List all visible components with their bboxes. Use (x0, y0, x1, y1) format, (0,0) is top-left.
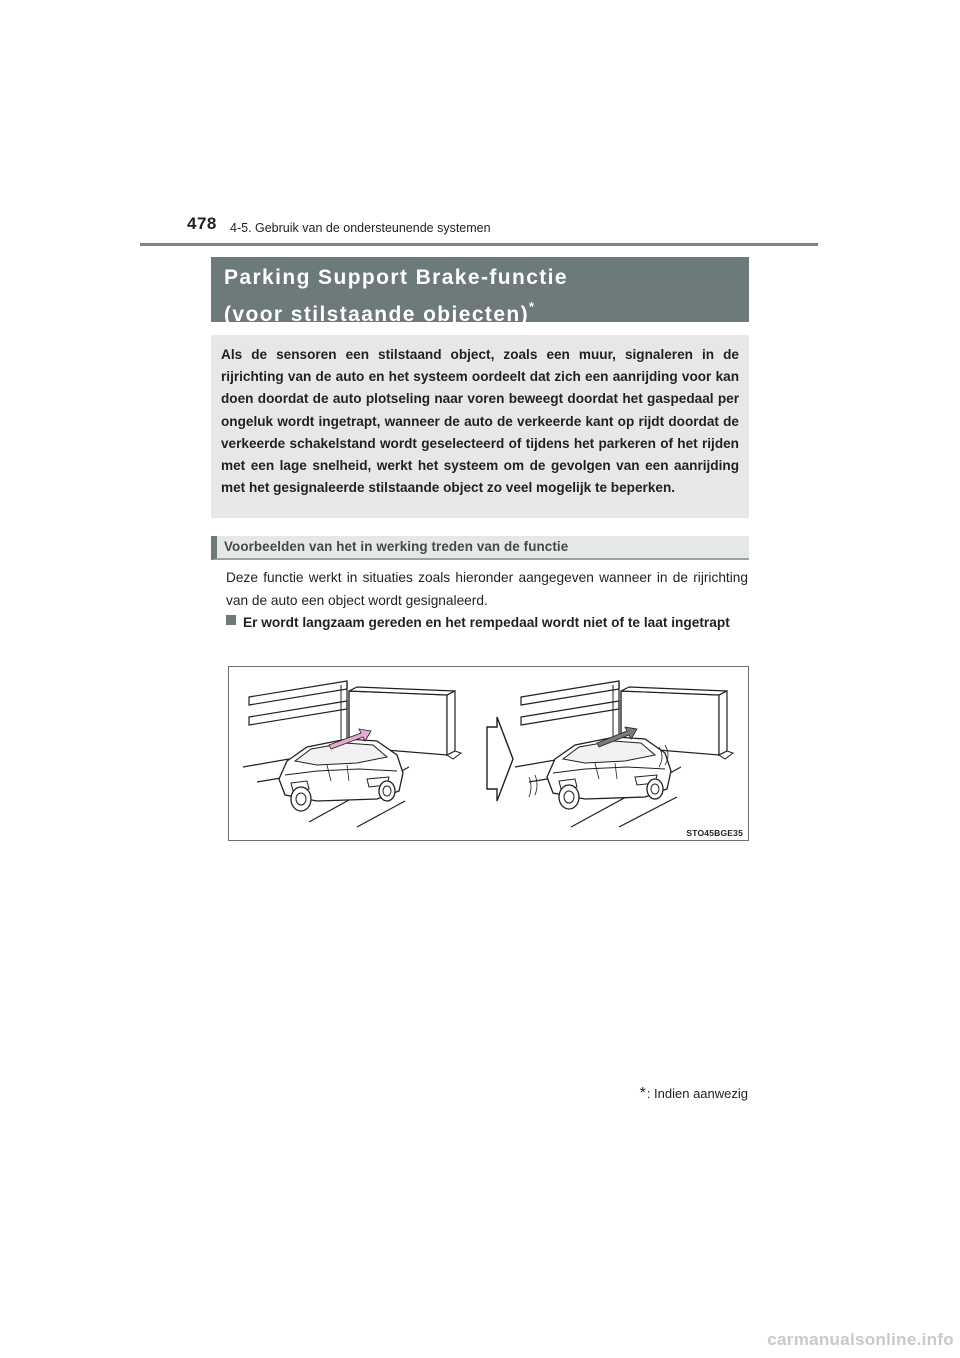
intro-box (211, 335, 749, 518)
title-line-1: Parking Support Brake-functie (224, 266, 568, 289)
bullet-text: Er wordt langzaam gereden en het rempedaal wordt niet of te laat ingetrapt (243, 615, 730, 630)
section-path: 4-5. Gebruik van de ondersteunende systemen (230, 221, 491, 235)
figure-code: STO45BGE35 (686, 828, 743, 838)
arrow-right-icon (487, 717, 513, 801)
footnote-asterisk-icon: * (639, 1085, 646, 1102)
subheading: Voorbeelden van het in werking treden van de functie (211, 536, 749, 560)
page-number: 478 (187, 214, 217, 233)
watermark: carmanualsonline.info (767, 1330, 954, 1349)
title-line-2 (224, 292, 749, 329)
title-footnote-marker: * (529, 299, 535, 314)
section-title-banner (211, 257, 749, 326)
body-paragraph: Deze functie werkt in situaties zoals hieronder aangegeven wanneer in de rijrichting van de auto een object wordt gesignaleerd. (226, 570, 748, 608)
title-line-2-text: (voor stilstaande objecten) (224, 303, 530, 326)
square-bullet-icon (226, 615, 236, 625)
header-divider (140, 243, 818, 246)
footnote-text: : Indien aanwezig (646, 1086, 748, 1101)
intro-text: Als de sensoren een stilstaand object, zoals een muur, signaleren in de rijrichting van de auto en het systeem oordeelt dat zich een aanrijding voor kan doen doordat de auto plotseling naar voren beweegt doordat het gaspedaal per ongeluk wordt ingetrapt, wanneer de auto de verkeerde kant op rijdt doordat de verkeerde schakelstand wordt geselecteerd of tijdens het parkeren of het rijden met een lage snelheid, werkt het systeem om de gevolgen van een aanrijding met het gesignaleerde stilstaande object zo veel mogelijk te beperken. (221, 347, 739, 496)
parking-illustration (229, 667, 749, 841)
bullet-item (226, 612, 748, 635)
footnote (640, 1085, 748, 1103)
illustration-figure (228, 666, 749, 841)
